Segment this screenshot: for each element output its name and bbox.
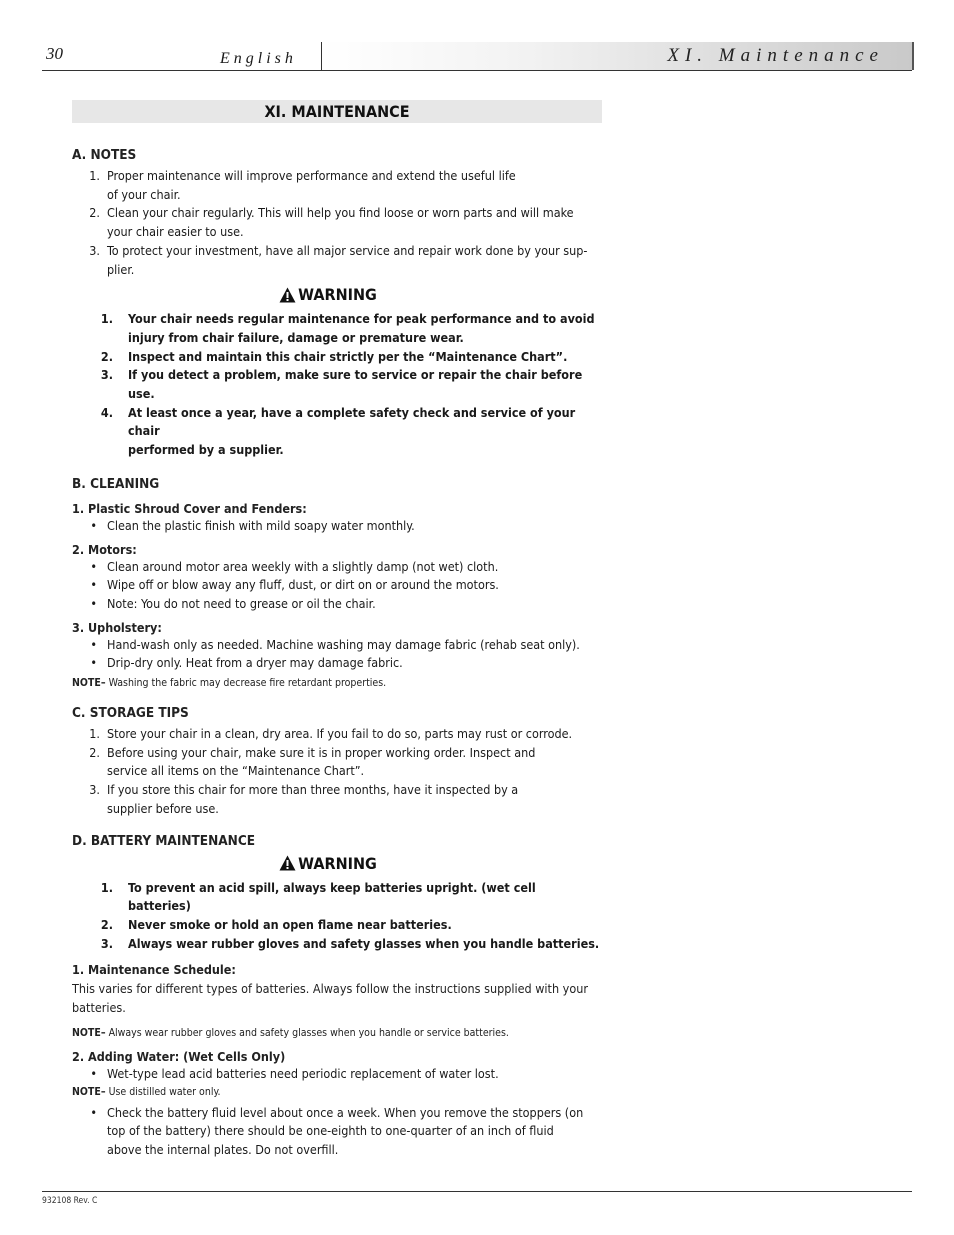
warning-heading: WARNING <box>54 854 602 873</box>
warning-heading: WARNING <box>54 285 602 304</box>
header-section-title: XI. Maintenance <box>667 45 884 66</box>
bullet-item: • Check the battery fluid level about once a week. When you remove the stoppers (on top of the battery) there should be one-eighth to one-quarter of an inch of fluid above the internal plates. Do not overfill. <box>90 1104 584 1157</box>
document-revision: 932108 Rev. C <box>42 1196 98 1206</box>
subheading-plastic-shroud: 1. Plastic Shroud Cover and Fenders: <box>72 500 307 516</box>
paragraph-schedule: This varies for different types of batteries. Always follow the instructions supplied with your batteries. <box>72 981 588 1016</box>
note-distilled: NOTE– Use distilled water only. <box>72 1085 221 1098</box>
warning-item: 2. Never smoke or hold an open flame near batteries. <box>100 916 452 932</box>
warning-item: 1. To prevent an acid spill, always keep batteries upright. (wet cell batteries) <box>100 879 536 914</box>
list-item: 1. Store your chair in a clean, dry area. If you fail to do so, parts may rust or corrode. <box>89 726 573 742</box>
subheading-upholstery: 3. Upholstery: <box>72 619 162 635</box>
battery-warning-list <box>72 879 602 954</box>
bullet-item: • Wet-type lead acid batteries need periodic replacement of water lost. <box>90 1065 499 1081</box>
header-section-bar <box>323 42 914 70</box>
section-heading-storage: C. STORAGE TIPS <box>72 705 189 722</box>
page-number: 30 <box>46 44 63 63</box>
bullet-item: • Hand-wash only as needed. Machine washing may damage fabric (rehab seat only). <box>90 636 580 652</box>
note-gloves: NOTE– Always wear rubber gloves and safety glasses when you handle or service batteries. <box>72 1026 509 1039</box>
list-item: 2. Clean your chair regularly. This will help you find loose or worn parts and will make your chair easier to use. <box>89 205 574 240</box>
page-content <box>72 100 602 1160</box>
warning-item: 4. At least once a year, have a complete safety check and service of your chair performed by a supplier. <box>100 404 576 458</box>
warning-item: 1. Your chair needs regular maintenance for peak performance and to avoid injury from chair failure, damage or premature wear. <box>100 311 595 345</box>
bullet-item: • Wipe off or blow away any fluff, dust, or dirt on or around the motors. <box>90 577 499 593</box>
section-heading-battery: D. BATTERY MAINTENANCE <box>72 832 256 849</box>
warning-triangle-icon <box>279 855 296 871</box>
list-item: 2. Before using your chair, make sure it is in proper working order. Inspect and service all items on the “Maintenance Chart”. <box>89 744 536 779</box>
warning-item: 2. Inspect and maintain this chair strictly per the “Maintenance Chart”. <box>100 348 568 364</box>
section-heading-notes: A. NOTES <box>72 147 137 163</box>
header-rule <box>42 70 912 71</box>
bullet-item: • Note: You do not need to grease or oil the chair. <box>90 595 376 611</box>
storage-list <box>72 725 602 819</box>
subheading-adding-water: 2. Adding Water: (Wet Cells Only) <box>72 1048 286 1064</box>
list-item: 3. If you store this chair for more than three months, have it inspected by a supplier before use. <box>89 782 519 816</box>
footer-rule <box>42 1191 912 1192</box>
language-label: English <box>220 50 297 67</box>
list-item: 1. Proper maintenance will improve performance and extend the useful life of your chair. <box>89 168 516 202</box>
bullet-item: • Clean the plastic finish with mild soapy water monthly. <box>90 517 415 533</box>
notes-list <box>72 167 602 279</box>
warning-list <box>72 310 602 460</box>
warning-item: 3. Always wear rubber gloves and safety glasses when you handle batteries. <box>100 935 600 951</box>
bullet-item: • Drip-dry only. Heat from a dryer may damage fabric. <box>90 655 403 671</box>
warning-triangle-icon <box>279 287 296 303</box>
subheading-motors: 2. Motors: <box>72 541 137 557</box>
header-divider <box>321 42 322 71</box>
section-heading-cleaning: B. CLEANING <box>72 475 160 492</box>
list-item: 3. To protect your investment, have all major service and repair work done by your sup- plier. <box>89 242 588 277</box>
bullet-item: • Clean around motor area weekly with a slightly damp (not wet) cloth. <box>90 558 499 574</box>
warning-item: 3. If you detect a problem, make sure to service or repair the chair before use. <box>100 367 583 402</box>
note-fabric: NOTE– Washing the fabric may decrease fire retardant properties. <box>72 677 387 690</box>
subheading-maintenance-schedule: 1. Maintenance Schedule: <box>72 962 236 978</box>
page-title: XI. MAINTENANCE <box>72 100 602 123</box>
